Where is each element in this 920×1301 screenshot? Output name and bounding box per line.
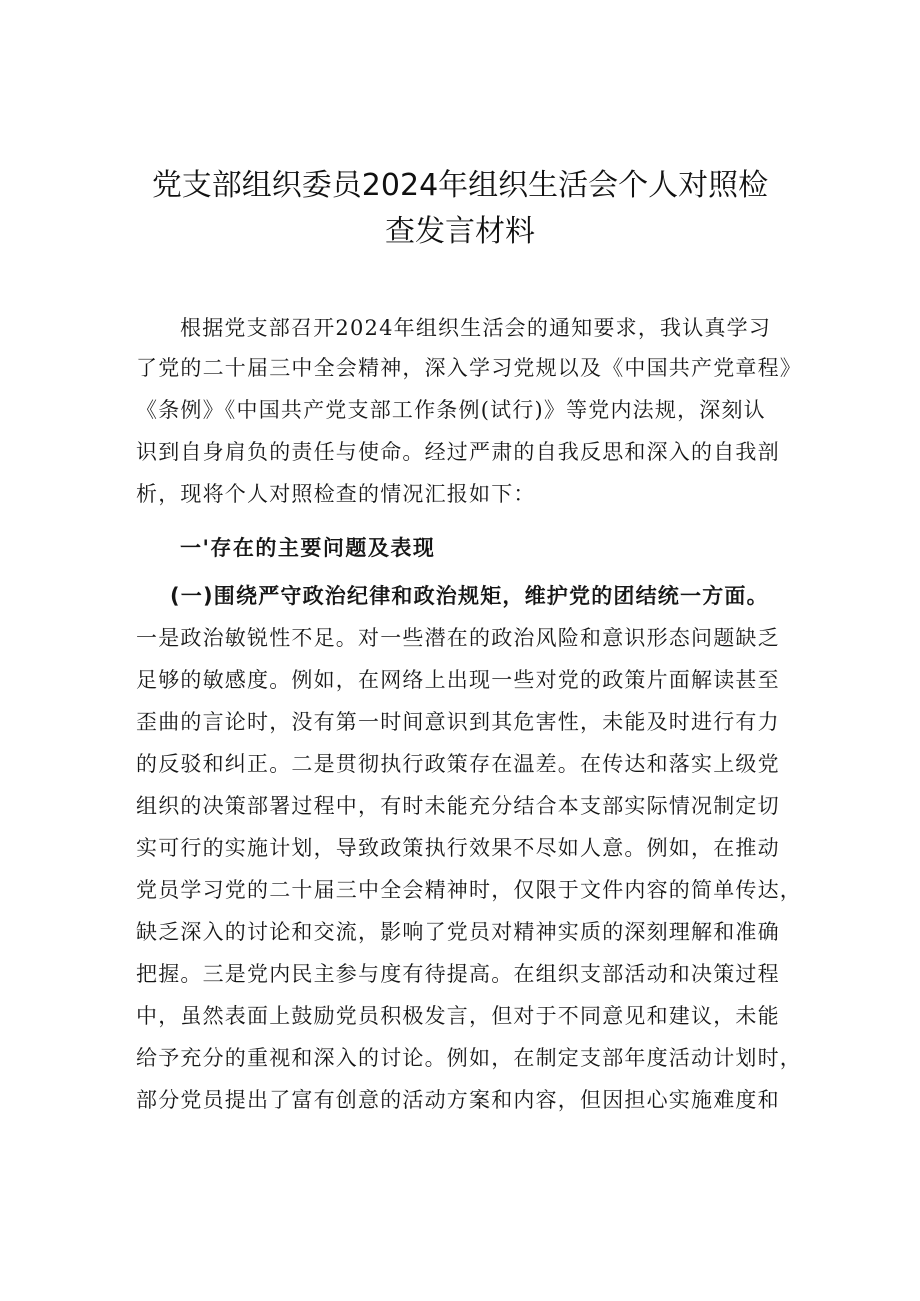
body-line: 部分党员提出了富有创意的活动方案和内容，但因担心实施难度和 xyxy=(136,1088,780,1112)
body-line: 足够的敏感度。例如，在网络上出现一些对党的政策片面解读甚至 xyxy=(136,668,780,692)
body-line: 一是政治敏锐性不足。对一些潜在的政治风险和意识形态问题缺乏 xyxy=(136,626,780,650)
body-line: 歪曲的言论时，没有第一时间意识到其危害性，未能及时进行有力 xyxy=(136,710,780,734)
document-title-line-1: 党支部组织委员2024年组织生活会个人对照检 xyxy=(151,168,769,203)
body-line: 的反驳和纠正。二是贯彻执行政策存在温差。在传达和落实上级党 xyxy=(136,752,780,776)
body-line: 党员学习党的二十届三中全会精神时，仅限于文件内容的简单传达， xyxy=(136,878,802,902)
body-line: 实可行的实施计划，导致政策执行效果不尽如人意。例如，在推动 xyxy=(136,836,780,860)
body-line: 把握。三是党内民主参与度有待提高。在组织支部活动和决策过程 xyxy=(136,962,780,986)
intro-line: 识到自身肩负的责任与使命。经过严肃的自我反思和深入的自我剖 xyxy=(136,440,780,464)
section-heading: 一'存在的主要问题及表现 xyxy=(180,536,436,560)
body-line: 组织的决策部署过程中，有时未能充分结合本支部实际情况制定切 xyxy=(136,794,780,818)
body-line: 中，虽然表面上鼓励党员积极发言，但对于不同意见和建议，未能 xyxy=(136,1004,780,1028)
body-line: 缺乏深入的讨论和交流，影响了党员对精神实质的深刻理解和准确 xyxy=(136,920,780,944)
document-title-line-2: 查发言材料 xyxy=(385,214,535,249)
subsection-heading: (一)围绕严守政治纪律和政治规矩，维护党的团结统一方面。 xyxy=(170,584,769,608)
body-line: 给予充分的重视和深入的讨论。例如，在制定支部年度活动计划时， xyxy=(136,1046,802,1070)
intro-line: 《条例》《中国共产党支部工作条例(试行)》等党内法规，深刻认 xyxy=(136,398,766,422)
intro-line: 析，现将个人对照检查的情况汇报如下： xyxy=(136,482,536,506)
intro-line: 根据党支部召开2024年组织生活会的通知要求，我认真学习 xyxy=(180,316,772,340)
intro-line: 了党的二十届三中全会精神，深入学习党规以及《中国共产党章程》 xyxy=(136,356,802,380)
